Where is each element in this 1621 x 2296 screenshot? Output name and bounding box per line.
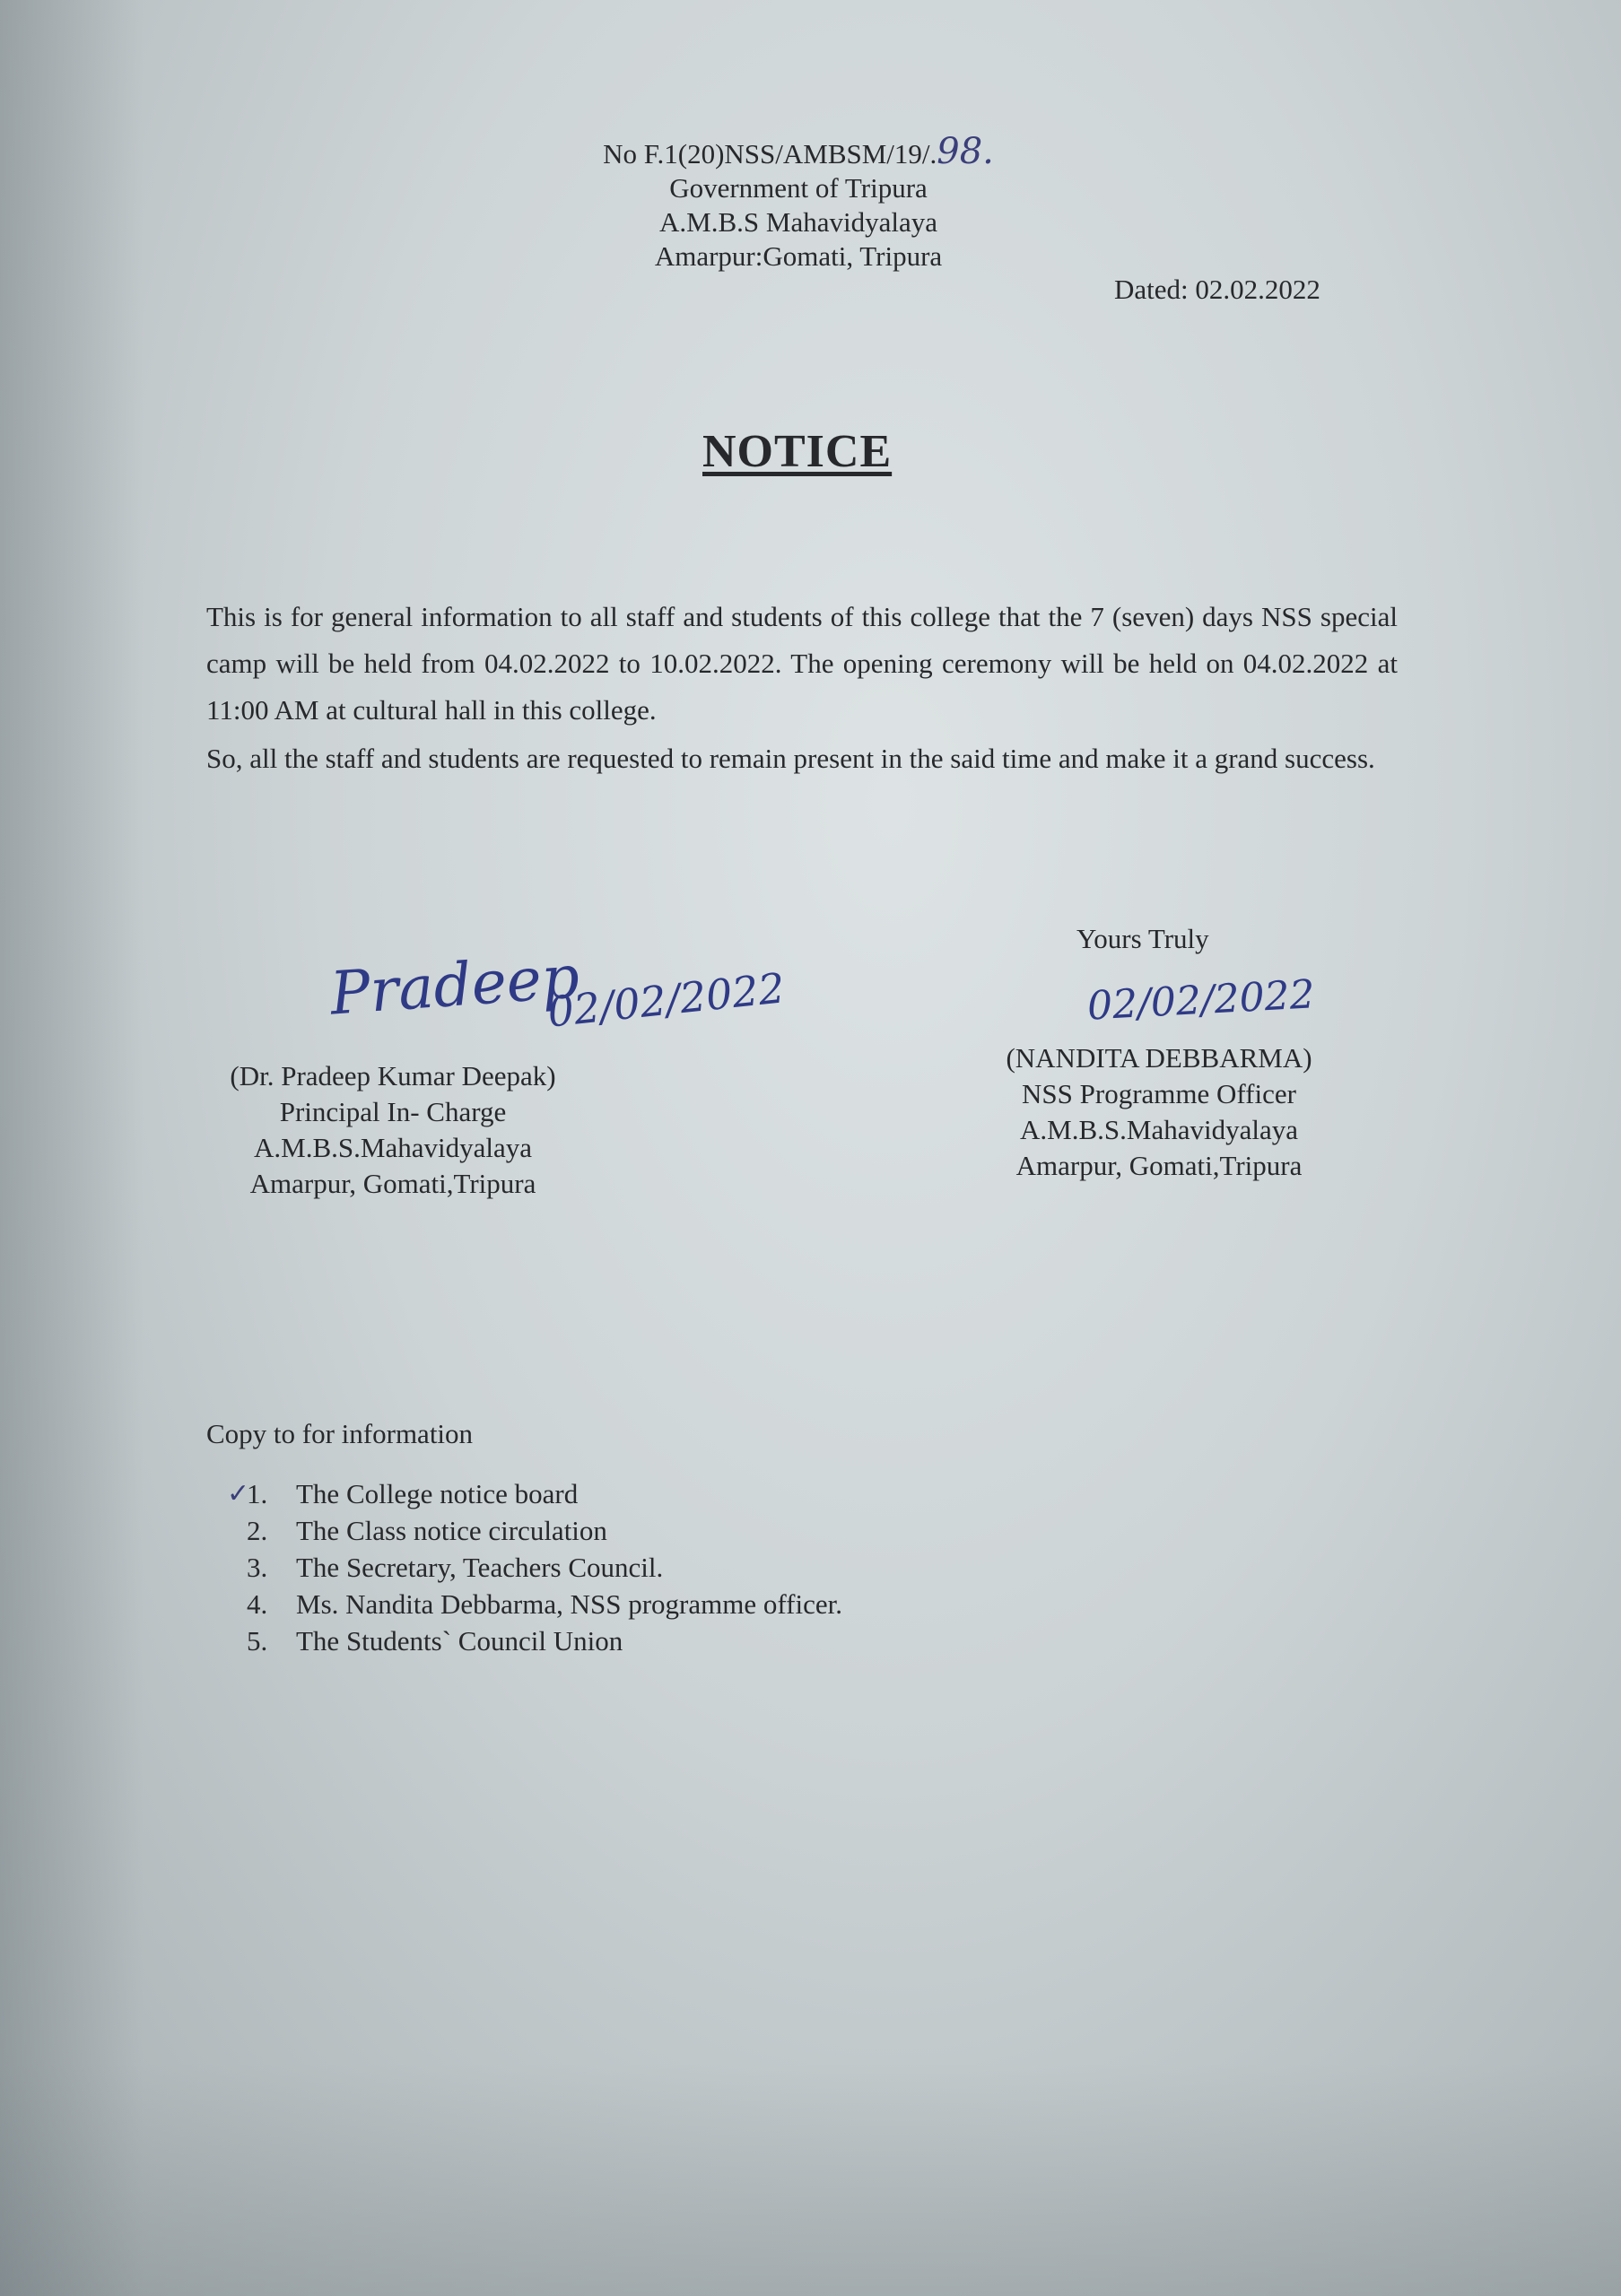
signatory-designation: Principal In- Charge	[279, 1096, 507, 1127]
organization-name: Government of Tripura	[669, 172, 928, 204]
signatory-college: A.M.B.S.Mahavidyalaya	[1020, 1114, 1298, 1145]
signatory-name: (Dr. Pradeep Kumar Deepak)	[230, 1060, 556, 1091]
list-item-number: 2.	[247, 1515, 268, 1546]
principal-signature: Pradeep	[327, 942, 582, 1029]
list-item	[247, 1586, 842, 1622]
college-place: Amarpur:Gomati, Tripura	[654, 240, 943, 272]
college-name: A.M.B.S Mahavidyalaya	[659, 206, 937, 238]
copy-to-heading: Copy to for information	[206, 1418, 474, 1449]
signatory-name: (NANDITA DEBBARMA)	[1006, 1042, 1312, 1074]
list-item	[247, 1622, 842, 1659]
closing-salutation: Yours Truly	[1076, 923, 1209, 954]
check-mark-icon: ✓	[227, 1479, 250, 1509]
reference-number	[538, 131, 1059, 172]
page-title: NOTICE	[702, 426, 893, 477]
list-item-number: 4.	[247, 1588, 268, 1620]
list-item-text: The Secretary, Teachers Council.	[296, 1552, 664, 1583]
list-item	[227, 1475, 842, 1512]
list-item-number: 5.	[247, 1625, 268, 1657]
reference-printed: No F.1(20)NSS/AMBSM/19/.	[603, 138, 937, 170]
signatory-officer	[980, 1040, 1338, 1184]
list-item	[247, 1512, 842, 1549]
signatory-place: Amarpur, Gomati,Tripura	[1015, 1150, 1303, 1181]
paper-shadow-bottom	[0, 2063, 1621, 2296]
reference-handwritten: 98.	[937, 131, 994, 172]
notice-paragraph-2: So, all the staff and students are requested to remain present in the said time and make it a grand success.	[206, 743, 1375, 774]
list-item-text: The Students` Council Union	[296, 1625, 623, 1657]
paper-shadow-left	[0, 0, 144, 2296]
principal-signature-date: 02/02/2022	[545, 963, 788, 1037]
notice-paragraph-1: This is for general information to all staff and students of this college that the 7 (seven) days NSS special camp will be held from 04.02.2022 to 10.02.2022. The opening ceremony will be held on 04.02.2022 at 11:00 AM at cultural hall in this college.	[206, 601, 1398, 726]
signatory-college: A.M.B.S.Mahavidyalaya	[254, 1132, 532, 1163]
signatory-place: Amarpur, Gomati,Tripura	[249, 1168, 536, 1199]
list-item-number: 1.	[247, 1478, 268, 1509]
officer-signature: 02/02/2022	[1085, 971, 1316, 1030]
signatory-principal	[205, 1058, 581, 1202]
signatory-designation: NSS Programme Officer	[1022, 1078, 1296, 1109]
list-item-text: The Class notice circulation	[296, 1515, 607, 1546]
list-item-text: Ms. Nandita Debbarma, NSS programme officer.	[296, 1588, 842, 1620]
letter-header	[538, 131, 1059, 274]
copy-to-list	[227, 1475, 842, 1659]
list-item	[247, 1549, 842, 1586]
list-item-number: 3.	[247, 1552, 268, 1583]
notice-date: Dated: 02.02.2022	[1114, 274, 1320, 305]
list-item-text: The College notice board	[296, 1478, 579, 1509]
